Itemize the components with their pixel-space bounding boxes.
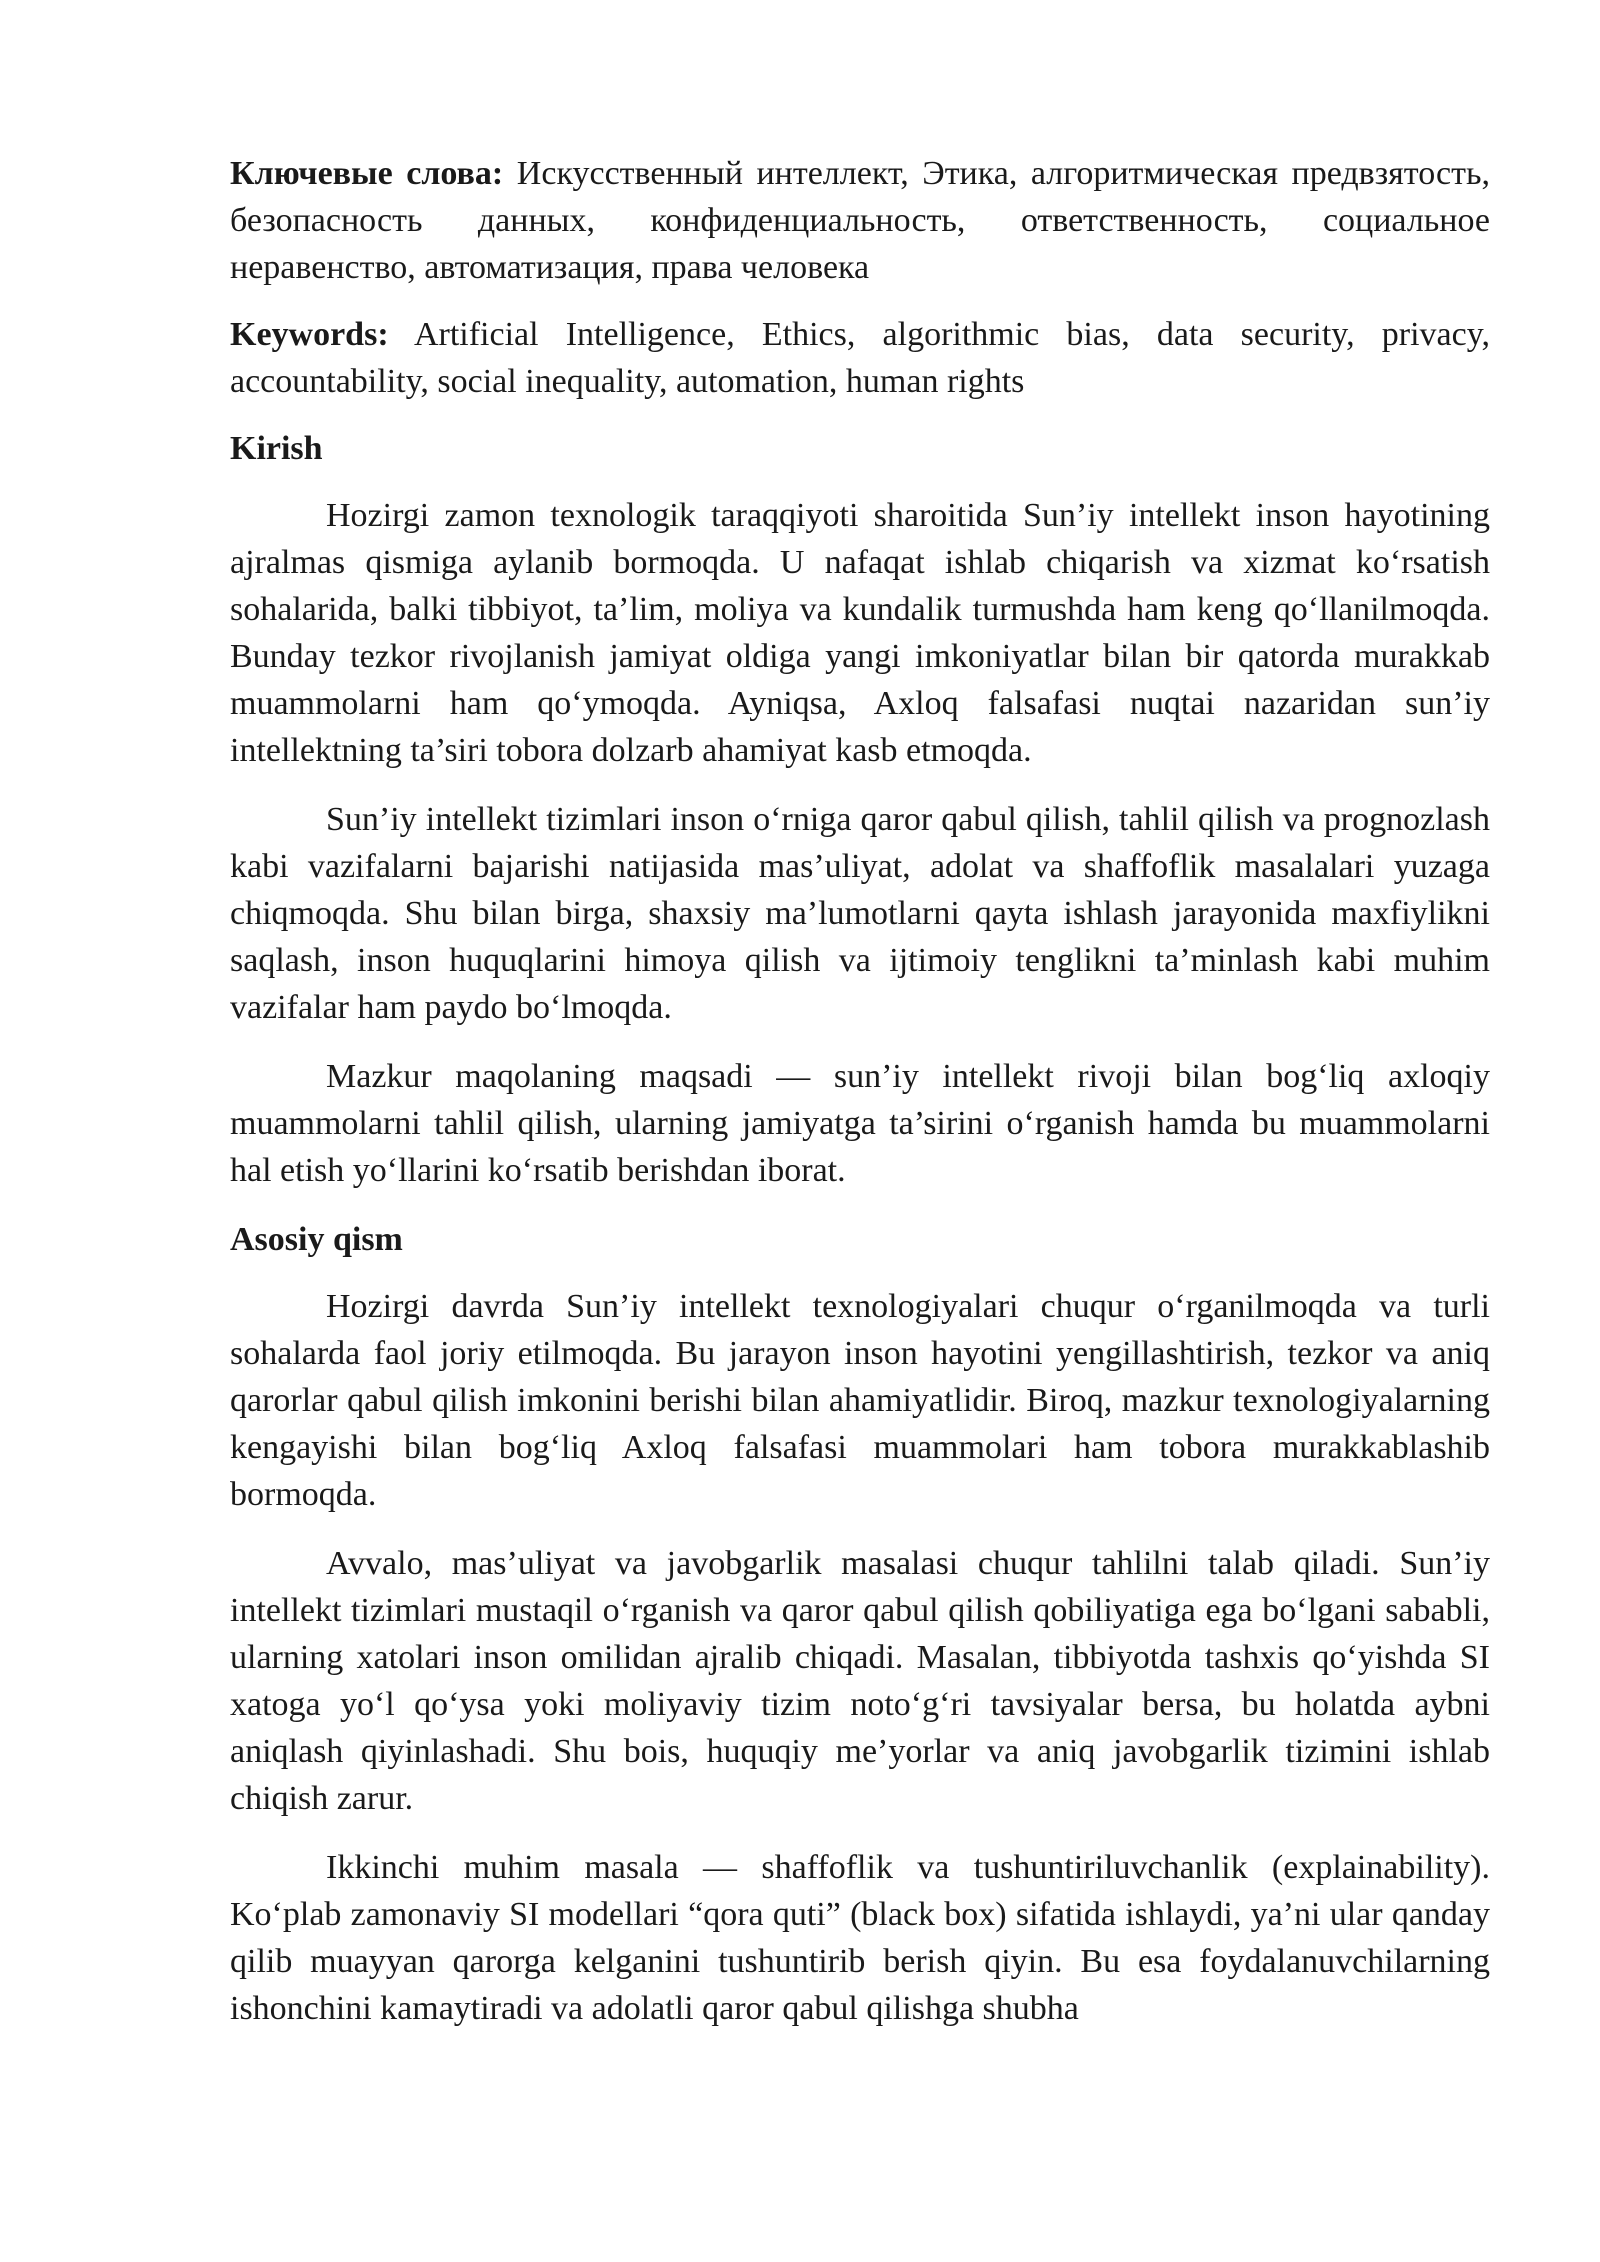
paragraph: Hozirgi zamon texnologik taraqqiyoti sharoitida Sun’iy intellekt inson hayotining ajralmas qismiga aylanib bormoqda. U nafaqat ishlab chiqarish va xizmat ko‘rsatish sohalarida, balki tibbiyot, ta’lim, moliya va kundalik turmushda ham keng qo‘llanilmoqda. Bunday tezkor rivojlanish jamiyat oldiga yangi imkoniyatlar bilan bir qatorda murakkab muammolarni ham qo‘ymoqda. Ayniqsa, Axloq falsafasi nuqtai nazaridan sun’iy intellektning ta’siri tobora dolzarb ahamiyat kasb etmoqda. <box>230 497 1490 769</box>
keywords-ru-text: Искусственный интеллект, Этика, алгоритмическая предвзятость, безопасность данных, конфиденциальность, ответственность, социальное неравенство, автоматизация, права человека <box>230 155 1491 286</box>
keywords-en-text: Artificial Intelligence, Ethics, algorithmic bias, data security, privacy, accountability, social inequality, automation, human rights <box>230 316 1490 400</box>
section-heading-main: Asosiy qism <box>230 1221 403 1258</box>
keywords-ru-label: Ключевые слова: <box>230 155 504 192</box>
paragraph: Hozirgi davrda Sun’iy intellekt texnologiyalari chuqur o‘rganilmoqda va turli sohalarda faol joriy etilmoqda. Bu jarayon inson hayotini yengillashtirish, tezkor va aniq qarorlar qabul qilish imkonini berishi bilan ahamiyatlidir. Biroq, mazkur texnologiyalarning kengayishi bilan bog‘liq Axloq falsafasi muammolari ham tobora murakkablashib bormoqda. <box>230 1288 1490 1513</box>
paragraph: Mazkur maqolaning maqsadi — sun’iy intellekt rivoji bilan bog‘liq axloqiy muammolarni tahlil qilish, ularning jamiyatga ta’sirini o‘rganish hamda bu muammolarni hal etish yo‘llarini ko‘rsatib berishdan iborat. <box>230 1058 1490 1189</box>
document-page <box>230 150 1490 2054</box>
paragraph: Ikkinchi muhim masala — shaffoflik va tushuntiriluvchanlik (explainability). Ko‘plab zamonaviy SI modellari “qora quti” (black box) sifatida ishlaydi, ya’ni ular qanday qilib muayyan qarorga kelganini tushuntirib berish qiyin. Bu esa foydalanuvchilarning ishonchini kamaytiradi va adolatli qaror qabul qilishga shubha <box>230 1849 1490 2027</box>
paragraph: Avvalo, mas’uliyat va javobgarlik masalasi chuqur tahlilni talab qiladi. Sun’iy intellekt tizimlari mustaqil o‘rganish va qaror qabul qilish qobiliyatiga ega bo‘lgani sababli, ularning xatolari inson omilidan ajralib chiqadi. Masalan, tibbiyotda tashxis qo‘yishda SI xatoga yo‘l qo‘ysa yoki moliyaviy tizim noto‘g‘ri tavsiyalar bersa, bu holatda aybni aniqlash qiyinlashadi. Shu bois, huquqiy me’yorlar va aniq javobgarlik tizimini ishlab chiqish zarur. <box>230 1545 1490 1817</box>
keywords-en-label: Keywords: <box>230 316 389 353</box>
section-heading-intro: Kirish <box>230 430 323 467</box>
keywords-ru <box>230 150 1490 291</box>
paragraph: Sun’iy intellekt tizimlari inson o‘rniga qaror qabul qilish, tahlil qilish va prognozlash kabi vazifalarni bajarishi natijasida mas’uliyat, adolat va shaffoflik masalalari yuzaga chiqmoqda. Shu bilan birga, shaxsiy ma’lumotlarni qayta ishlash jarayonida maxfiylikni saqlash, inson huquqlarini himoya qilish va ijtimoiy tenglikni ta’minlash kabi muhim vazifalar ham paydo bo‘lmoqda. <box>230 801 1490 1026</box>
keywords-en <box>230 311 1490 405</box>
